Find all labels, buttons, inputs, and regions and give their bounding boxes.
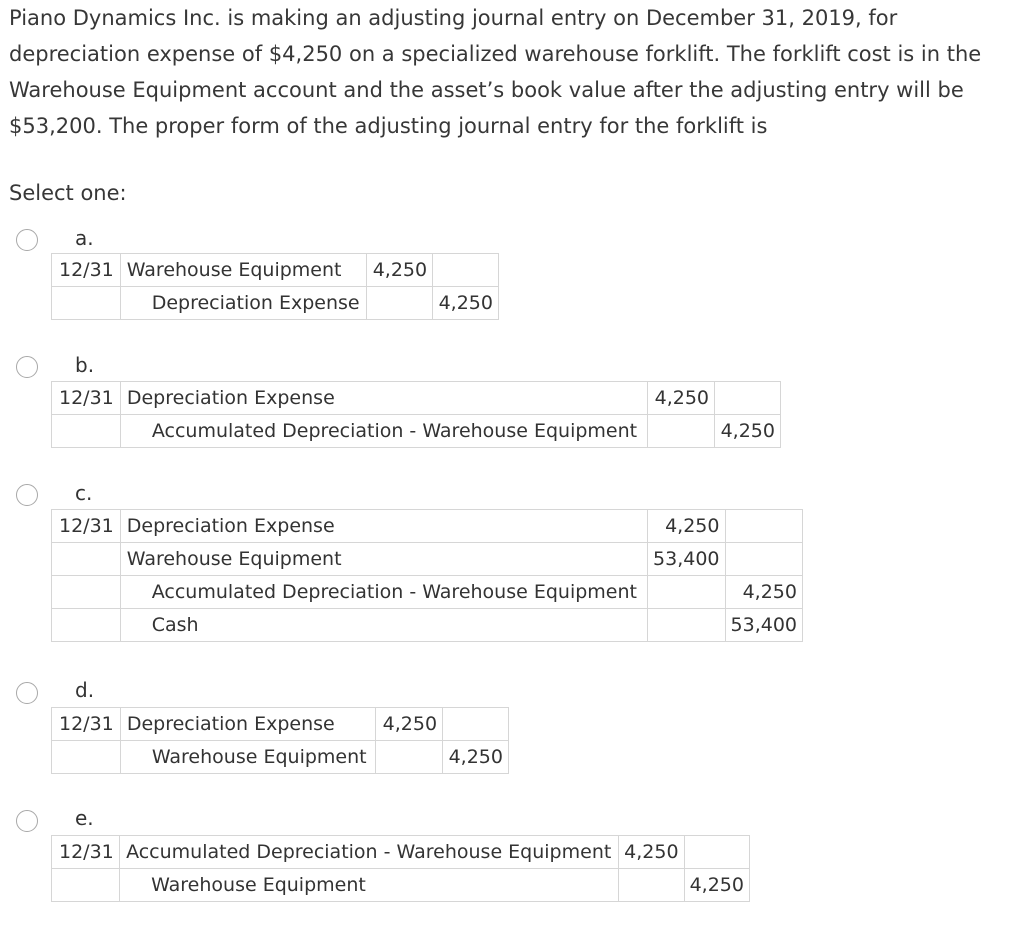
account-name: Cash	[120, 609, 647, 642]
account-name: Warehouse Equipment	[120, 254, 367, 287]
option-radio[interactable]	[16, 810, 38, 832]
select-one-label: Select one:	[9, 181, 127, 205]
debit-amount	[619, 869, 684, 902]
journal-row	[52, 543, 803, 576]
journal-entry-table	[51, 253, 499, 320]
credit-amount	[715, 382, 781, 415]
journal-row	[52, 287, 499, 320]
journal-row	[52, 869, 750, 902]
account-name: Depreciation Expense	[120, 382, 647, 415]
debit-amount	[647, 576, 725, 609]
debit-amount	[648, 415, 715, 448]
credit-amount: 4,250	[715, 415, 781, 448]
entry-date: 12/31	[52, 254, 121, 287]
account-name: Depreciation Expense	[120, 708, 375, 741]
journal-row	[52, 510, 803, 543]
journal-entry-table	[51, 835, 750, 902]
question-text: Piano Dynamics Inc. is making an adjusting journal entry on December 31, 2019, for depreciation expense of $4,250 on a specialized warehouse forklift. The forklift cost is in the Warehouse Equipment account and the asset’s book value after the adjusting entry will be $53,200. The proper form of the adjusting journal entry for the forklift is	[9, 6, 982, 138]
journal-entry-table	[51, 707, 509, 774]
debit-amount: 4,250	[647, 510, 725, 543]
debit-amount: 4,250	[367, 254, 433, 287]
entry-date	[52, 287, 121, 320]
option-letter[interactable]: e.	[75, 806, 94, 830]
option-radio[interactable]	[16, 356, 38, 378]
credit-amount: 53,400	[725, 609, 803, 642]
account-name: Warehouse Equipment	[120, 741, 375, 774]
journal-row	[52, 836, 750, 869]
debit-amount: 4,250	[376, 708, 443, 741]
journal-row	[52, 609, 803, 642]
journal-entry-table	[51, 381, 781, 448]
credit-amount	[725, 543, 803, 576]
account-name: Depreciation Expense	[120, 287, 367, 320]
debit-amount	[376, 741, 443, 774]
journal-row	[52, 576, 803, 609]
option-letter[interactable]: b.	[75, 353, 95, 377]
credit-amount	[443, 708, 509, 741]
debit-amount: 53,400	[647, 543, 725, 576]
account-name: Warehouse Equipment	[120, 543, 647, 576]
entry-date	[52, 741, 121, 774]
entry-date	[52, 543, 121, 576]
journal-row	[52, 382, 781, 415]
account-name: Accumulated Depreciation - Warehouse Equipment	[120, 415, 647, 448]
credit-amount	[433, 254, 499, 287]
credit-amount: 4,250	[684, 869, 749, 902]
debit-amount	[367, 287, 433, 320]
credit-amount: 4,250	[433, 287, 499, 320]
entry-date	[52, 415, 121, 448]
option-radio[interactable]	[16, 682, 38, 704]
account-name: Depreciation Expense	[120, 510, 647, 543]
debit-amount: 4,250	[648, 382, 715, 415]
debit-amount	[647, 609, 725, 642]
journal-row	[52, 254, 499, 287]
option-letter[interactable]: c.	[75, 481, 93, 505]
journal-row	[52, 741, 509, 774]
entry-date: 12/31	[52, 836, 120, 869]
journal-row	[52, 708, 509, 741]
entry-date	[52, 576, 121, 609]
credit-amount: 4,250	[725, 576, 803, 609]
credit-amount	[684, 836, 749, 869]
account-name: Accumulated Depreciation - Warehouse Equipment	[120, 576, 647, 609]
journal-row	[52, 415, 781, 448]
journal-entry-table	[51, 509, 803, 642]
entry-date	[52, 869, 120, 902]
debit-amount: 4,250	[619, 836, 684, 869]
account-name: Accumulated Depreciation - Warehouse Equipment	[120, 836, 619, 869]
option-radio[interactable]	[16, 484, 38, 506]
option-letter[interactable]: d.	[75, 678, 95, 702]
credit-amount: 4,250	[443, 741, 509, 774]
credit-amount	[725, 510, 803, 543]
entry-date	[52, 609, 121, 642]
entry-date: 12/31	[52, 382, 121, 415]
entry-date: 12/31	[52, 708, 121, 741]
account-name: Warehouse Equipment	[120, 869, 619, 902]
option-letter[interactable]: a.	[75, 226, 94, 250]
entry-date: 12/31	[52, 510, 121, 543]
option-radio[interactable]	[16, 229, 38, 251]
